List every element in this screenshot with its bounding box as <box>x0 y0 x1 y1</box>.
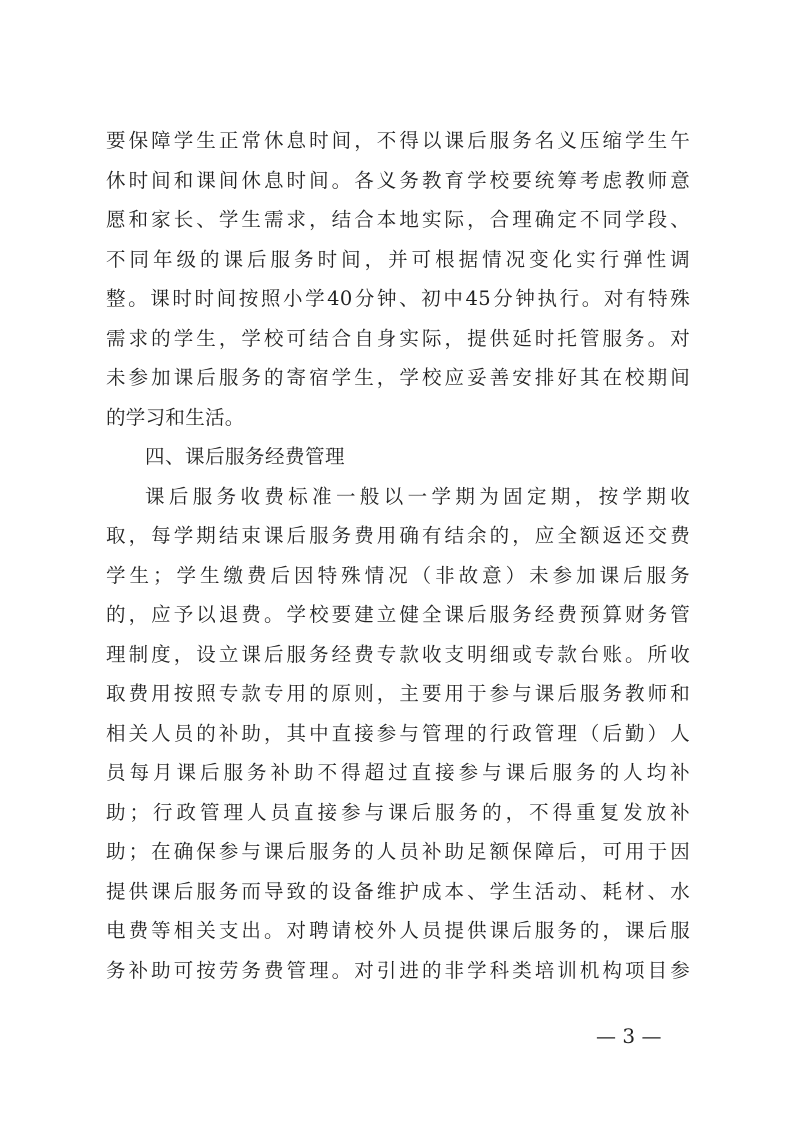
text-line: 学生；学生缴费后因特殊情况（非故意）未参加课后服务 <box>106 563 690 587</box>
text-line: 要保障学生正常休息时间，不得以课后服务名义压缩学生午 <box>106 129 690 152</box>
section-heading: 四、课后服务经费管理 <box>145 445 346 468</box>
text-line: 愿和家长、学生需求，结合本地实际，合理确定不同学段、 <box>106 208 690 231</box>
text-line: 助；在确保参与课后服务的人员补助足额保障后，可用于因 <box>106 840 690 863</box>
text-line: 的学习和生活。 <box>106 405 245 429</box>
text-line: 务补助可按劳务费管理。对引进的非学科类培训机构项目参 <box>106 958 690 982</box>
page-number: — 3 — <box>596 1024 662 1048</box>
text-line: 理制度，设立课后服务经费专款收支明细或专款台账。所收 <box>106 642 690 666</box>
text-line: 取，每学期结束课后服务费用确有结余的，应全额返还交费 <box>106 524 690 547</box>
paragraph-2 <box>106 477 690 991</box>
text-line: 的，应予以退费。学校要建立健全课后服务经费预算财务管 <box>106 603 690 626</box>
text-line: 整。课时时间按照小学40分钟、初中45分钟执行。对有特殊 <box>106 287 690 310</box>
text-line: 提供课后服务而导致的设备维护成本、学生活动、耗材、水 <box>106 879 690 903</box>
paragraph-1 <box>106 121 690 437</box>
text-line: 不同年级的课后服务时间，并可根据情况变化实行弹性调 <box>106 247 690 271</box>
text-line: 需求的学生，学校可结合自身实际，提供延时托管服务。对 <box>106 326 690 350</box>
document-body <box>106 121 690 990</box>
text-line: 助；行政管理人员直接参与课后服务的，不得重复发放补 <box>106 800 690 824</box>
text-line: 电费等相关支出。对聘请校外人员提供课后服务的，课后服 <box>106 919 690 942</box>
text-line: 员每月课后服务补助不得超过直接参与课后服务的人均补 <box>106 761 690 784</box>
text-line: 课后服务收费标准一般以一学期为固定期，按学期收 <box>145 484 690 508</box>
text-line: 取费用按照专款专用的原则，主要用于参与课后服务教师和 <box>106 682 690 705</box>
text-line: 未参加课后服务的寄宿学生，学校应妥善安排好其在校期间 <box>106 366 690 389</box>
text-line: 休时间和课间休息时间。各义务教育学校要统筹考虑教师意 <box>106 168 690 192</box>
text-line: 相关人员的补助，其中直接参与管理的行政管理（后勤）人 <box>106 721 690 745</box>
